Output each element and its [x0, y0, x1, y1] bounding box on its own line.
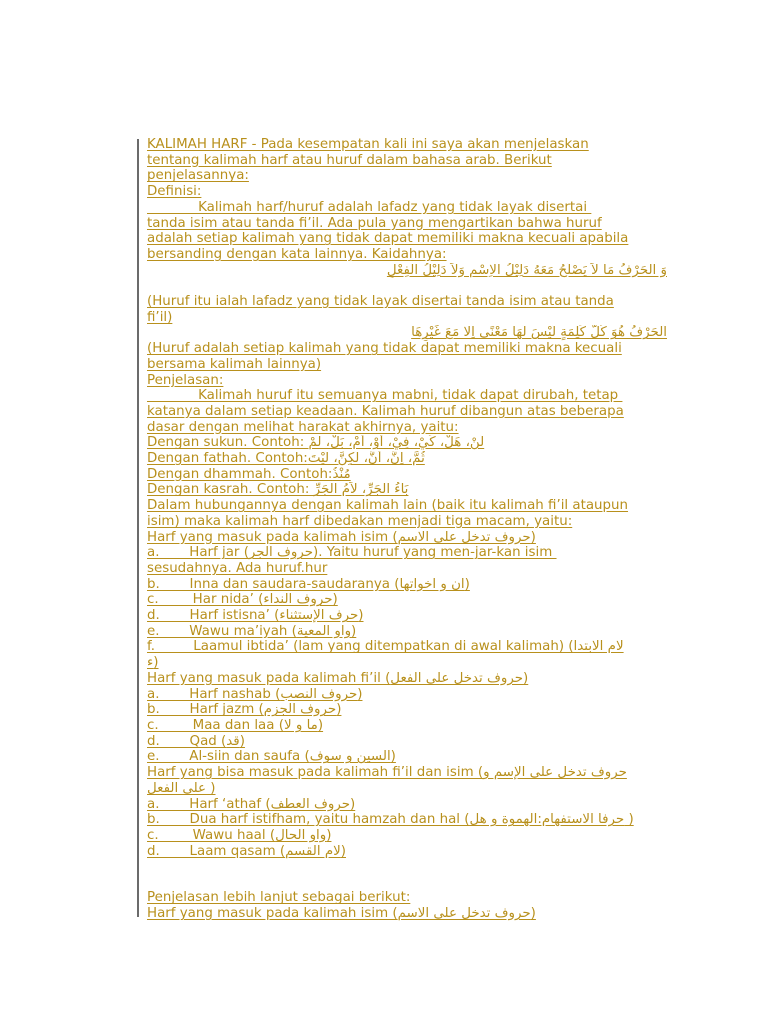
- document-body: [147, 137, 667, 922]
- text-line: tentang kalimah harf atau huruf dalam bahasa arab. Berikut: [147, 152, 552, 168]
- example-line: Dengan dhammah. Contoh:مُنْذُ: [147, 466, 351, 482]
- list-item: d. Harf istisna’ (حرف الإستثناء): [147, 608, 364, 624]
- text-line: على الفعل ): [147, 780, 216, 796]
- list-item: c. Har nida’ (حروف النداء): [147, 592, 338, 608]
- text-line: adalah setiap kalimah yang tidak dapat memiliki makna kecuali apabila: [147, 231, 629, 247]
- list-item: b. Dua harf istifham, yaitu hamzah dan hal (حرفا الاستفهام:الهموة و هل ): [147, 812, 634, 828]
- list-item: a. Harf nashab (حروف النصب): [147, 686, 363, 702]
- list-item: e. Wawu ma’iyah (واو المعية): [147, 623, 357, 639]
- example-line: Dengan fathah. Contoh:ثُمَّ، اِنَّ، أَنَّ، لَكِنَّ، لَيْتَ: [147, 451, 425, 467]
- section-heading-definisi: Definisi:: [147, 184, 202, 200]
- text-line: tanda isim atau tanda fi’il. Ada pula yang mengartikan bahwa huruf: [147, 215, 602, 231]
- list-item: d. Laam qasam (لام القسم): [147, 843, 346, 859]
- text-line: KALIMAH HARF - Pada kesempatan kali ini saya akan menjelaskan: [147, 137, 589, 152]
- list-item: b. Inna dan saudara-saudaranya (ان و اخواتها): [147, 576, 470, 592]
- list-item: e. Al-siin dan saufa (السين و سوف): [147, 749, 396, 765]
- text-line: ء): [147, 655, 159, 671]
- blank-line: [147, 859, 667, 890]
- text-line: fi’il): [147, 309, 173, 325]
- list-item: d. Qad (قد): [147, 733, 245, 749]
- text-line: bersama kalimah lainnya): [147, 356, 322, 372]
- text-line: (Huruf adalah setiap kalimah yang tidak dapat memiliki makna kecuali: [147, 341, 622, 357]
- category-heading: Harf yang masuk pada kalimah isim (حروف تدخل على الاسم): [147, 906, 536, 922]
- arabic-rule-line: اَلْحَرْفُ هُوَ كُلُّ كَلِمَةٍ لَيْسَ لَهَا مَعْنًى اِلَّا مَعَ غَيْرِهَا: [411, 325, 667, 341]
- text-line: dasar dengan melihat harakat akhirnya, yaitu:: [147, 419, 459, 435]
- list-item: c. Wawu haal (واو الحال): [147, 827, 332, 843]
- text-line: (Huruf itu ialah lafadz yang tidak layak disertai tanda isim atau tanda: [147, 294, 614, 310]
- arabic-rule-line: وَ الْحَرْفُ مَا لاَ يَصْلُحُ مَعَهُ دَلِيْلُ الاِسْمِ وَلاَ دَلِيْلُ الفِعْلِ: [386, 262, 667, 278]
- category-heading: Harf yang masuk pada kalimah fi’il (حروف تدخل على الفعل): [147, 670, 529, 686]
- text-line: penjelasannya:: [147, 168, 249, 184]
- list-item: a. Harf ‘athaf (حروف العطف): [147, 796, 356, 812]
- list-item: b. Harf jazm (حروف الجزم): [147, 702, 342, 718]
- text-line: Penjelasan lebih lanjut sebagai berikut:: [147, 890, 411, 906]
- text-line: bersanding dengan kata lainnya. Kaidahnya:: [147, 246, 447, 262]
- list-item: a. Harf jar (حروف الجر). Yaitu huruf yang men-jar-kan isim: [147, 545, 557, 561]
- text-line: Dalam hubungannya dengan kalimah lain (baik itu kalimah fi’il ataupun: [147, 498, 629, 514]
- text-line: Kalimah huruf itu semuanya mabni, tidak dapat dirubah, tetap: [147, 388, 623, 404]
- text-line: katanya dalam setiap keadaan. Kalimah huruf dibangun atas beberapa: [147, 403, 624, 419]
- example-line: Dengan sukun. Contoh: لَنْ، هَلْ، كَيْ، فِيْ، أَوْ، أَمْ، بَلْ، لَمْ: [147, 435, 485, 451]
- example-line: Dengan kasrah. Contoh: بَاءُ الجَرِّ، لاَمُ الجَرِّ: [147, 482, 409, 498]
- page-left-border: [137, 139, 139, 917]
- category-heading: Harf yang masuk pada kalimah isim (حروف تدخل على الاسم): [147, 529, 536, 545]
- list-item: c. Maa dan laa (ما و لا): [147, 718, 324, 733]
- section-heading-penjelasan: Penjelasan:: [147, 372, 224, 388]
- category-heading: Harf yang bisa masuk pada kalimah fi’il dan isim (حروف تدخل على الإسم و: [147, 765, 627, 781]
- blank-line: [147, 278, 667, 294]
- text-line: sesudahnya. Ada huruf.hur: [147, 560, 328, 576]
- list-item: f. Laamul ibtida’ (lam yang ditempatkan di awal kalimah) (لام الابتدا: [147, 639, 624, 655]
- text-line: isim) maka kalimah harf dibedakan menjadi tiga macam, yaitu:: [147, 513, 573, 529]
- text-line: Kalimah harf/huruf adalah lafadz yang tidak layak disertai: [147, 199, 592, 215]
